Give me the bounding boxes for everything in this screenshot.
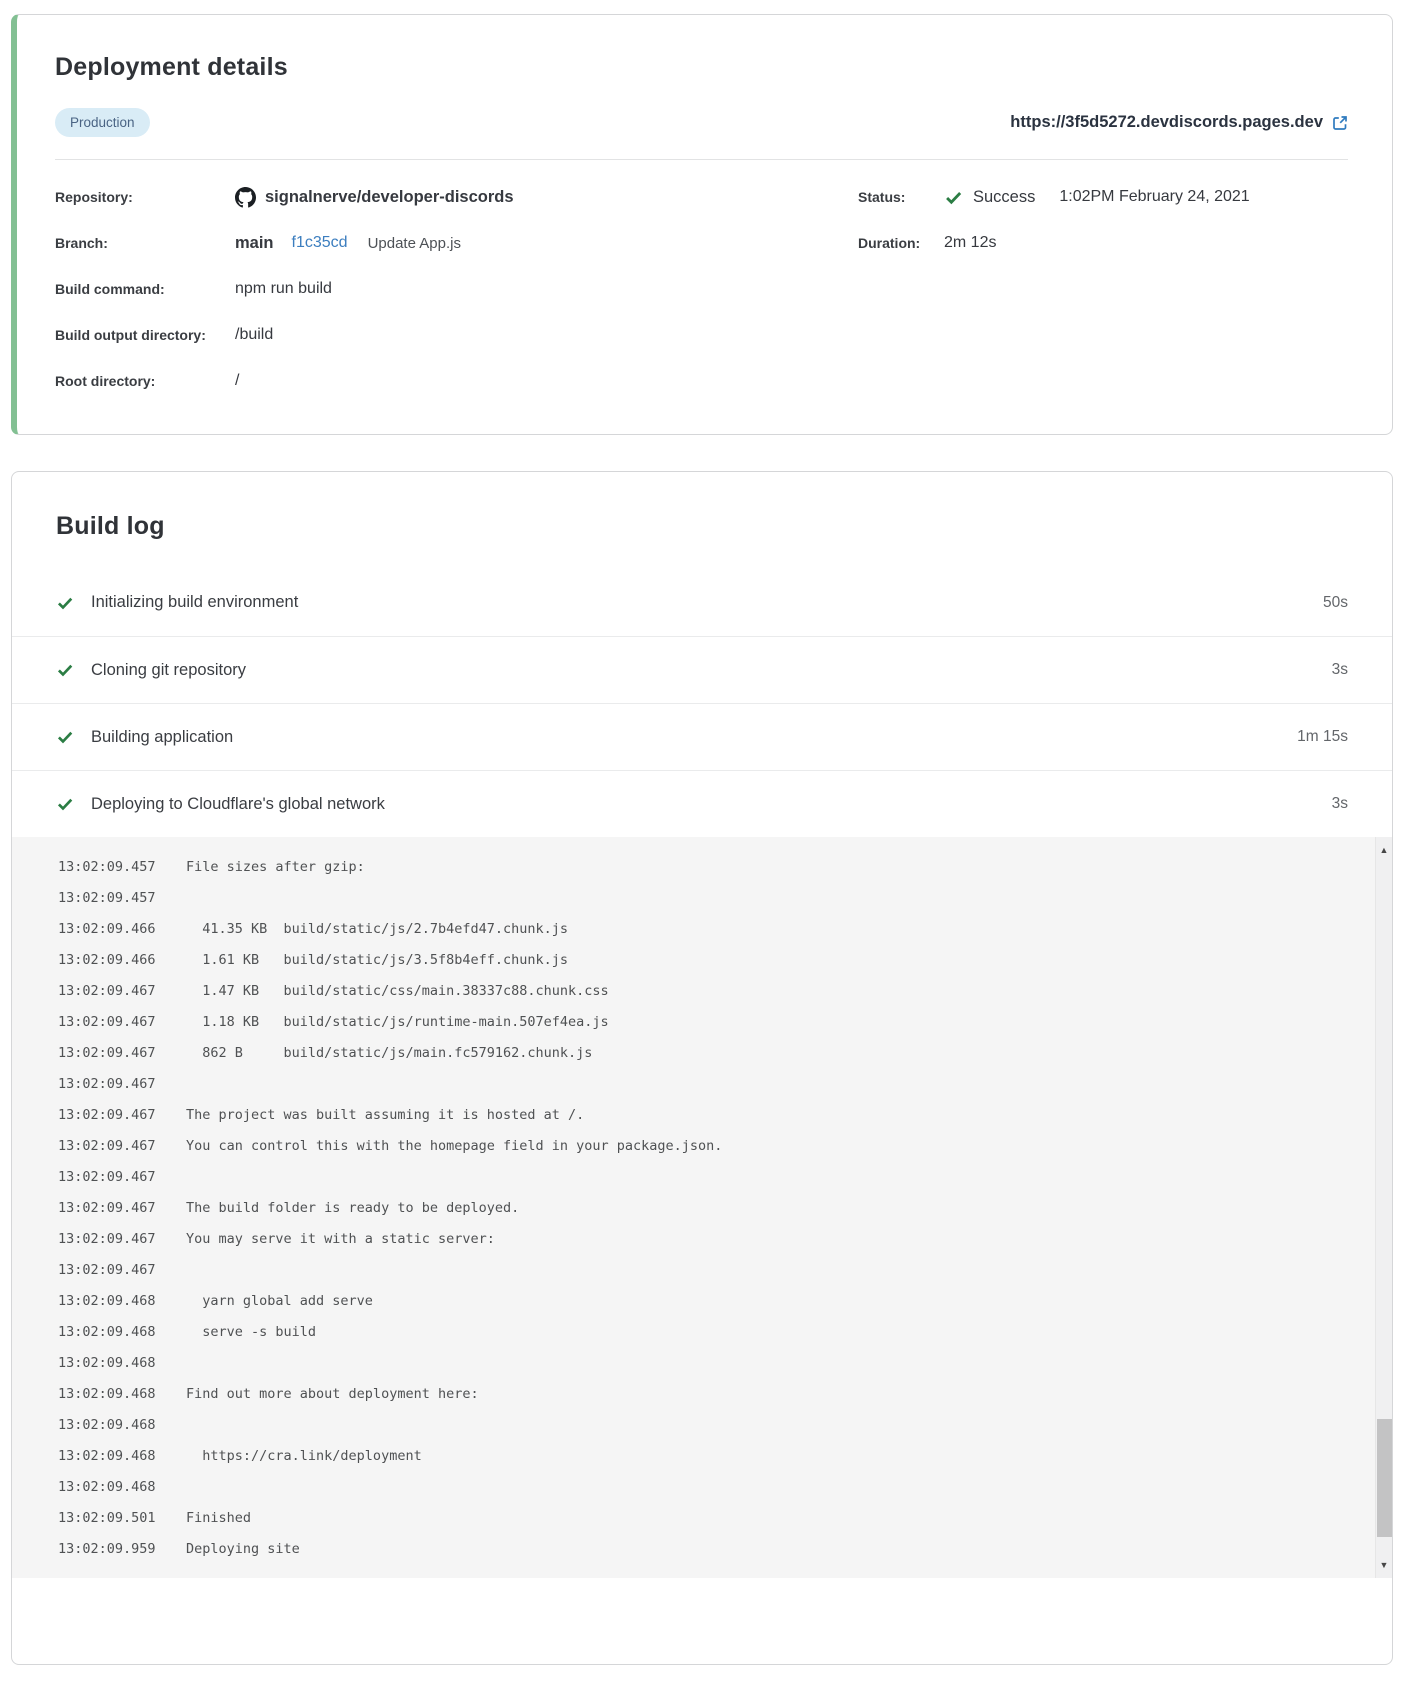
deployment-details-title: Deployment details bbox=[55, 53, 288, 81]
log-line: 13:02:09.467 The build folder is ready to be deployed. bbox=[58, 1200, 520, 1216]
log-line: 13:02:09.467 You can control this with the homepage field in your package.json. bbox=[58, 1138, 723, 1154]
log-line: 13:02:09.467 The project was built assuming it is hosted at /. bbox=[58, 1107, 585, 1123]
stage-check-icon bbox=[56, 661, 74, 679]
card-divider bbox=[55, 159, 1348, 160]
log-line: 13:02:09.468 yarn global add serve bbox=[58, 1293, 373, 1309]
status-row bbox=[858, 174, 1250, 220]
log-scrollbar[interactable] bbox=[1375, 837, 1392, 1578]
stage-label: Building application bbox=[91, 727, 234, 746]
duration-row bbox=[858, 220, 1250, 266]
stage-check-icon bbox=[56, 795, 74, 813]
success-check-icon bbox=[944, 188, 963, 207]
commit-message: Update App.js bbox=[367, 234, 461, 252]
log-line: 13:02:09.468 bbox=[58, 1417, 156, 1433]
log-line: 13:02:09.501 Finished bbox=[58, 1510, 252, 1526]
build-output-directory-value: /build bbox=[235, 326, 274, 343]
root-directory-label: Root directory: bbox=[55, 373, 156, 389]
root-directory-value: / bbox=[235, 372, 240, 389]
environment-badge: Production bbox=[55, 108, 150, 137]
scrollbar-up-arrow-icon[interactable]: ▲ bbox=[1379, 845, 1389, 855]
stage-label: Deploying to Cloudflare's global network bbox=[91, 794, 385, 813]
build-command-value: npm run build bbox=[235, 280, 332, 297]
build-log-card bbox=[11, 471, 1393, 1665]
log-line: 13:02:09.468 serve -s build bbox=[58, 1324, 317, 1340]
duration-value: 2m 12s bbox=[944, 234, 997, 251]
stage-duration: 1m 15s bbox=[1297, 728, 1348, 745]
log-line: 13:02:09.468 bbox=[58, 1479, 156, 1495]
stage-cloning-git-repository[interactable] bbox=[12, 636, 1392, 703]
branch-name: main bbox=[235, 233, 274, 252]
root-directory-row bbox=[55, 358, 1348, 404]
log-line: 13:02:09.467 bbox=[58, 1076, 156, 1092]
stage-label: Cloning git repository bbox=[91, 660, 246, 679]
stage-check-icon bbox=[56, 728, 74, 746]
log-line: 13:02:09.467 bbox=[58, 1169, 156, 1185]
deployment-details-card bbox=[11, 14, 1393, 435]
log-line: 13:02:09.457 File sizes after gzip: bbox=[58, 859, 365, 875]
card-bottom-spacer bbox=[12, 1578, 1392, 1664]
branch-label: Branch: bbox=[55, 235, 108, 251]
status-timestamp: 1:02PM February 24, 2021 bbox=[1059, 188, 1250, 205]
stage-duration: 50s bbox=[1323, 593, 1348, 611]
log-lines bbox=[58, 852, 1322, 1565]
status-label: Status: bbox=[858, 189, 906, 205]
build-log-title: Build log bbox=[56, 512, 165, 540]
stage-duration: 3s bbox=[1331, 661, 1348, 678]
log-line: 13:02:09.467 862 B build/static/js/main.fc579162.chunk.js bbox=[58, 1045, 593, 1061]
log-line: 13:02:09.959 Deploying site bbox=[58, 1541, 300, 1557]
log-line: 13:02:09.468 https://cra.link/deployment bbox=[58, 1448, 422, 1464]
stage-deploying-to-cloudflare[interactable] bbox=[12, 770, 1392, 837]
build-log-output bbox=[12, 837, 1392, 1578]
log-line: 13:02:09.468 bbox=[58, 1355, 156, 1371]
log-line: 13:02:09.457 bbox=[58, 890, 156, 906]
deployment-url: https://3f5d5272.devdiscords.pages.dev bbox=[1010, 113, 1323, 131]
log-line: 13:02:09.468 Find out more about deployment here: bbox=[58, 1386, 479, 1402]
stage-duration: 3s bbox=[1331, 795, 1348, 812]
repository-name: signalnerve/developer-discords bbox=[265, 187, 514, 206]
build-output-directory-row bbox=[55, 312, 1348, 358]
stage-building-application[interactable] bbox=[12, 703, 1392, 770]
repository-label: Repository: bbox=[55, 189, 133, 205]
duration-label: Duration: bbox=[858, 235, 921, 251]
github-icon bbox=[235, 187, 256, 208]
deployment-url-link[interactable] bbox=[1010, 113, 1348, 132]
log-line: 13:02:09.467 bbox=[58, 1262, 156, 1278]
repository-link[interactable] bbox=[235, 187, 514, 208]
build-command-label: Build command: bbox=[55, 281, 165, 297]
log-line: 13:02:09.466 1.61 KB build/static/js/3.5f8b4eff.chunk.js bbox=[58, 952, 569, 968]
stage-label: Initializing build environment bbox=[91, 593, 299, 611]
build-output-directory-label: Build output directory: bbox=[55, 327, 206, 343]
log-line: 13:02:09.467 1.18 KB build/static/js/runtime-main.507ef4ea.js bbox=[58, 1014, 609, 1030]
log-line: 13:02:09.467 1.47 KB build/static/css/main.38337c88.chunk.css bbox=[58, 983, 609, 999]
commit-hash-link[interactable]: f1c35cd bbox=[291, 234, 348, 251]
log-line: 13:02:09.466 41.35 KB build/static/js/2.7b4efd47.chunk.js bbox=[58, 921, 569, 937]
log-line: 13:02:09.467 You may serve it with a static server: bbox=[58, 1231, 495, 1247]
scrollbar-thumb[interactable] bbox=[1377, 1419, 1392, 1538]
status-value: Success bbox=[973, 187, 1036, 206]
build-command-row bbox=[55, 266, 1348, 312]
scrollbar-down-arrow-icon[interactable]: ▼ bbox=[1379, 1560, 1389, 1570]
stage-initializing-build-environment[interactable] bbox=[12, 569, 1392, 636]
stage-check-icon bbox=[56, 594, 74, 612]
external-link-icon[interactable] bbox=[1332, 115, 1348, 131]
